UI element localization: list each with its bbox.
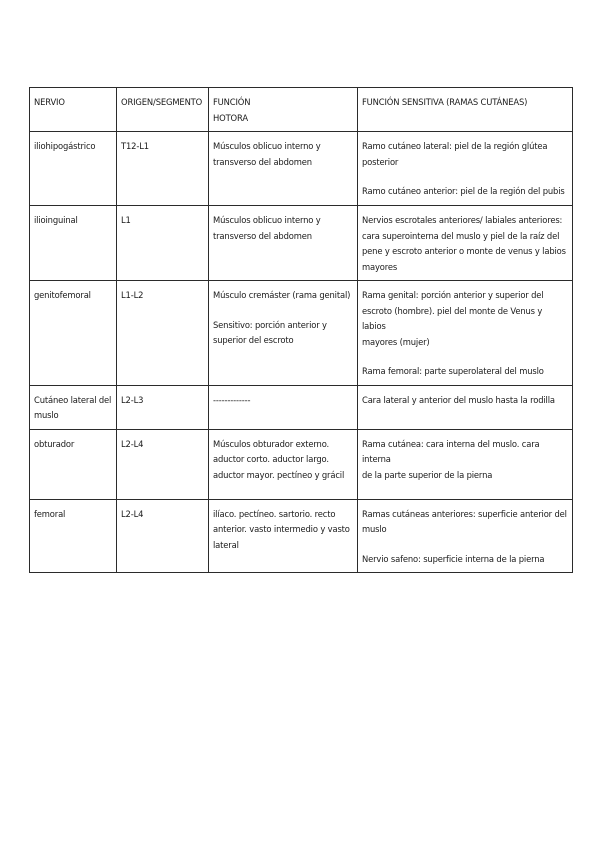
cell-origen: L2-L4 — [117, 429, 209, 499]
cell-sensitiva: Rama genital: porción anterior y superior del escroto (hombre). piel del monte de Venus y labios mayores (mujer) Rama femoral: parte superolateral del muslo — [358, 281, 573, 386]
cell-origen: L1-L2 — [117, 281, 209, 386]
cell-motora: Músculos oblicuo interno y transverso del abdomen — [209, 132, 358, 206]
cell-origen: L1 — [117, 206, 209, 281]
cell-origen: L2-L4 — [117, 499, 209, 573]
cell-motora: Músculos obturador externo. aductor corto. aductor largo. aductor mayor. pectíneo y grácil — [209, 429, 358, 499]
cell-origen: T12-L1 — [117, 132, 209, 206]
cell-sensitiva: Rama cutánea: cara interna del muslo. cara interna de la parte superior de la pierna — [358, 429, 573, 499]
cell-sensitiva: Cara lateral y anterior del muslo hasta la rodilla — [358, 385, 573, 429]
table-body — [30, 132, 573, 573]
header-funcion-motora: FUNCIÓN HOTORA — [209, 88, 358, 132]
cell-nervio: ilioinguinal — [30, 206, 117, 281]
cell-motora: Músculos oblicuo interno y transverso del abdomen — [209, 206, 358, 281]
header-row — [30, 88, 573, 132]
cell-sensitiva: Ramo cutáneo lateral: piel de la región glútea posterior Ramo cutáneo anterior: piel de la región del pubis — [358, 132, 573, 206]
table-row — [30, 206, 573, 281]
nerve-table — [29, 87, 573, 573]
cell-sensitiva: Ramas cutáneas anteriores: superficie anterior del muslo Nervio safeno: superficie interna de la pierna — [358, 499, 573, 573]
cell-motora: ------------- — [209, 385, 358, 429]
table-row — [30, 281, 573, 386]
table-row — [30, 429, 573, 499]
table-header — [30, 88, 573, 132]
cell-motora: ilíaco. pectíneo. sartorio. recto anterior. vasto intermedio y vasto lateral — [209, 499, 358, 573]
cell-nervio: obturador — [30, 429, 117, 499]
cell-nervio: Cutáneo lateral del muslo — [30, 385, 117, 429]
header-origen: ORIGEN/SEGMENTO — [117, 88, 209, 132]
cell-nervio: iliohipogástrico — [30, 132, 117, 206]
table-row — [30, 132, 573, 206]
cell-sensitiva: Nervios escrotales anteriores/ labiales anteriores: cara superointerna del muslo y piel de la raíz del pene y escroto anterior o monte de venus y labios mayores — [358, 206, 573, 281]
cell-origen: L2-L3 — [117, 385, 209, 429]
table-row — [30, 499, 573, 573]
cell-nervio: genitofemoral — [30, 281, 117, 386]
header-funcion-sensitiva: FUNCIÓN SENSITIVA (RAMAS CUTÁNEAS) — [358, 88, 573, 132]
cell-nervio: femoral — [30, 499, 117, 573]
table-row — [30, 385, 573, 429]
cell-motora: Músculo cremáster (rama genital) Sensitivo: porción anterior y superior del escroto — [209, 281, 358, 386]
header-nervio: NERVIO — [30, 88, 117, 132]
